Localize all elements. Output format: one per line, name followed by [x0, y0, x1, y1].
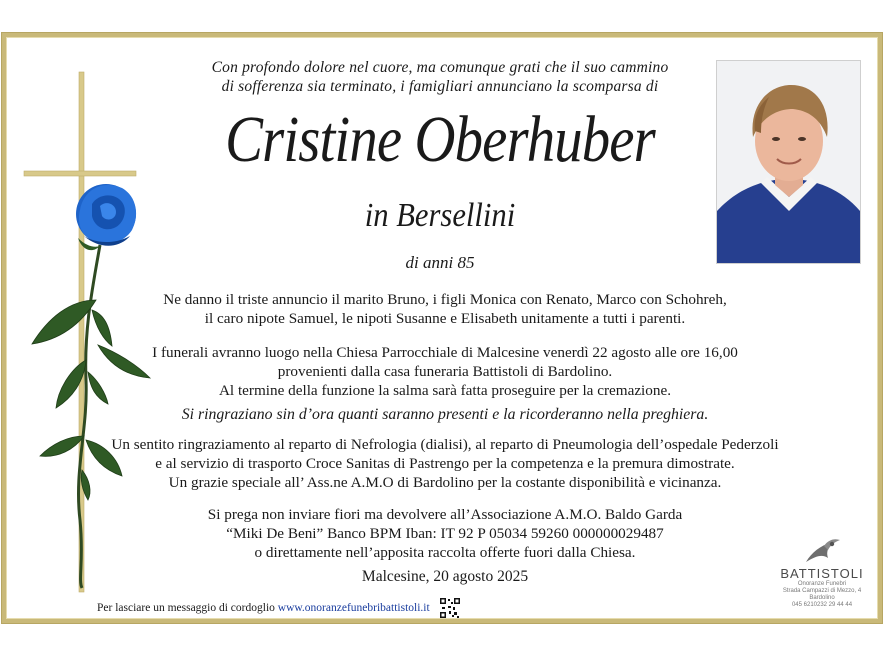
funeral-line-1: I funerali avranno luogo nella Chiesa Parrocchiale di Malcesine venerdì 22 agosto alle ore 16,00	[152, 344, 738, 361]
footer-text: Per lasciare un messaggio di cordoglio	[97, 602, 275, 614]
funeral-line-3: Al termine della funzione la salma sarà fatta proseguire per la cremazione.	[218, 382, 672, 399]
thanks-line: Si ringraziano sin d’ora quanti saranno presenti e la ricorderanno nella preghiera.	[181, 406, 709, 423]
intro-line-2: di sofferenza sia terminato, i famigliari annunciano la scomparsa di	[221, 78, 659, 95]
acknowledgement-line-3: Un grazie speciale all’ Ass.ne A.M.O di Bardolino per la costante disponibilità e vicinanza.	[168, 474, 722, 491]
intro-text	[150, 58, 730, 96]
deceased-age: di anni 85	[405, 253, 475, 272]
place-date: Malcesine, 20 agosto 2025	[361, 568, 529, 585]
announcement-line-2: il caro nipote Samuel, le nipoti Susanne e Elisabeth unitamente a tutti i parenti.	[204, 310, 686, 327]
qr-code-icon[interactable]	[440, 598, 460, 618]
battistoli-logo	[772, 536, 872, 612]
announcement-line-1: Ne danno il triste annuncio il marito Bruno, i figli Monica con Renato, Marco con Schohreh,	[163, 291, 727, 308]
intro-line-1: Con profondo dolore nel cuore, ma comunque grati che il suo cammino	[211, 59, 669, 76]
acknowledgement-line-2: e al servizio di trasporto Croce Sanitas di Pastrengo per la competenza e la premura dimostrate.	[155, 455, 735, 472]
logo-address: Strada Campazzi di Mezzo, 4 Bardolino	[782, 588, 862, 601]
donation-line-1: Si prega non inviare fiori ma devolvere all’Associazione A.M.O. Baldo Garda	[207, 506, 683, 523]
condolence-footer	[97, 601, 457, 615]
donation-paragraph	[120, 505, 770, 562]
deceased-name: Cristine Oberhuber	[225, 103, 655, 176]
acknowledgement-line-1: Un sentito ringraziamento al reparto di Nefrologia (dialisi), al reparto di Pneumologia dell’ospedale Pederzoli	[111, 436, 779, 453]
donation-line-3: o direttamente nell’apposita raccolta offerte fuori dalla Chiesa.	[254, 544, 636, 561]
funeral-line-2: provenienti dalla casa funeraria Battistoli di Bardolino.	[277, 363, 613, 380]
logo-brand: BATTISTOLI	[780, 566, 864, 581]
married-name: in Bersellini	[364, 197, 516, 234]
donation-line-2: “Miki De Beni” Banco BPM Iban: IT 92 P 05034 59260 000000029487	[226, 525, 664, 542]
acknowledgement-paragraph	[100, 435, 790, 492]
portrait-photo	[716, 60, 861, 264]
portrait-image	[717, 61, 860, 263]
funeral-paragraph	[110, 343, 780, 400]
logo-tagline: Onoranze Funebri	[797, 581, 847, 587]
website-link[interactable]: www.onoranzefunebribattistoli.it	[277, 602, 430, 614]
angel-logo-icon	[802, 536, 842, 566]
announcement-paragraph	[100, 290, 790, 328]
logo-phone: 045 6210232 29 44 44	[791, 602, 853, 608]
